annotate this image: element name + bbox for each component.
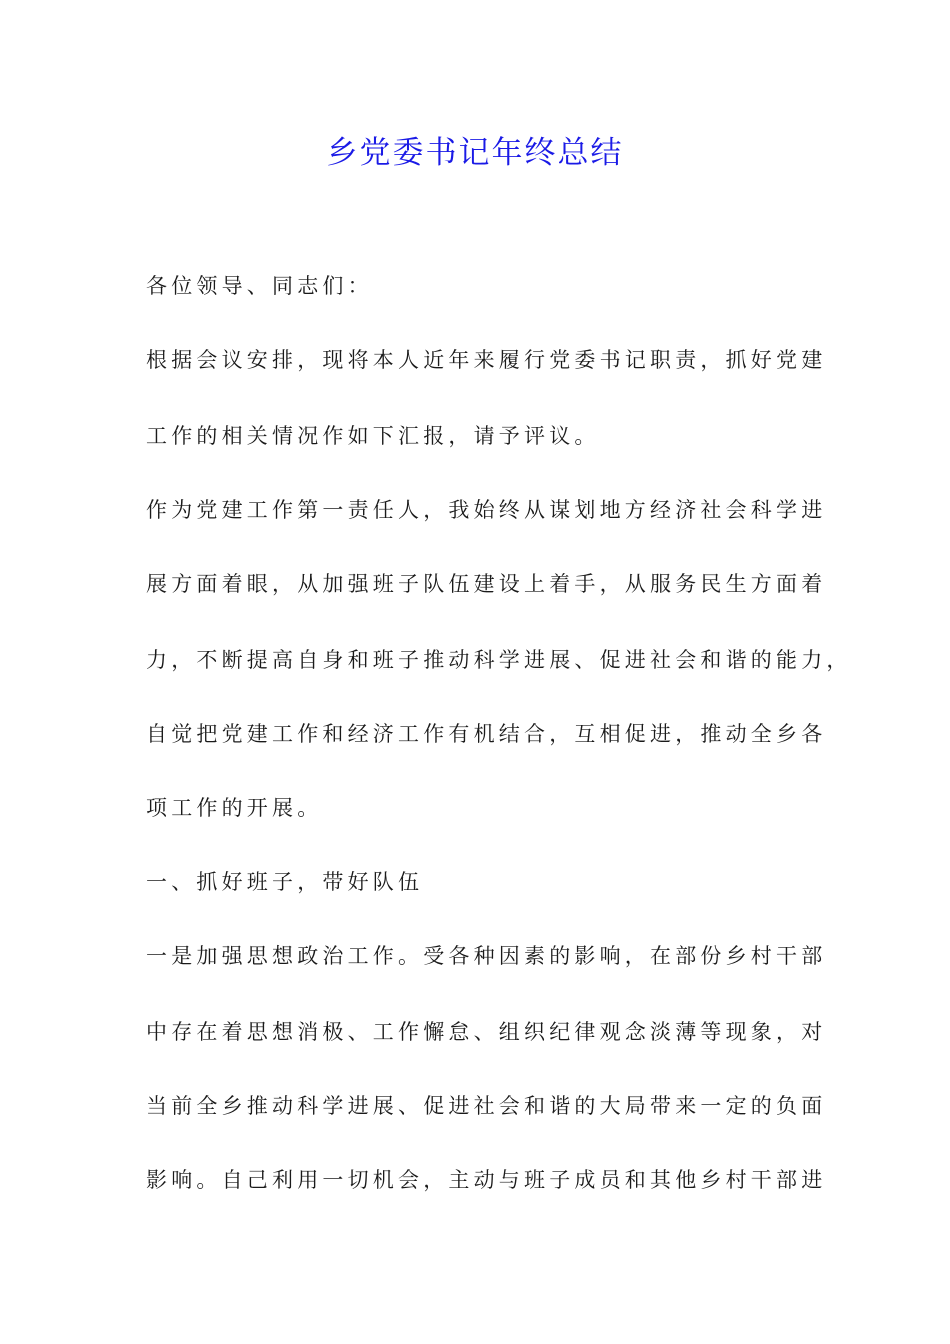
body-line: 根据会议安排，现将本人近年来履行党委书记职责，抓好党建 [146,348,827,372]
body-line: 中存在着思想消极、工作懈怠、组织纪律观念淡薄等现象，对 [146,1020,827,1044]
body-line: 当前全乡推动科学进展、促进社会和谐的大局带来一定的负面 [146,1094,827,1118]
body-line: 一是加强思想政治工作。受各种因素的影响，在部份乡村干部 [146,944,827,968]
body-line: 影响。自己利用一切机会，主动与班子成员和其他乡村干部进 [146,1168,827,1192]
body-line: 展方面着眼，从加强班子队伍建设上着手，从服务民生方面着 [146,572,827,596]
section-heading: 一、抓好班子，带好队伍 [146,870,424,894]
body-line: 力，不断提高自身和班子推动科学进展、促进社会和谐的能力， [146,648,852,672]
body-line: 作为党建工作第一责任人，我始终从谋划地方经济社会科学进 [146,498,827,522]
document-title: 乡党委书记年终总结 [326,135,624,171]
salutation: 各位领导、同志们： [146,274,373,298]
body-line: 项工作的开展。 [146,796,323,820]
body-line: 工作的相关情况作如下汇报，请予评议。 [146,424,600,448]
body-line: 自觉把党建工作和经济工作有机结合，互相促进，推动全乡各 [146,722,827,746]
